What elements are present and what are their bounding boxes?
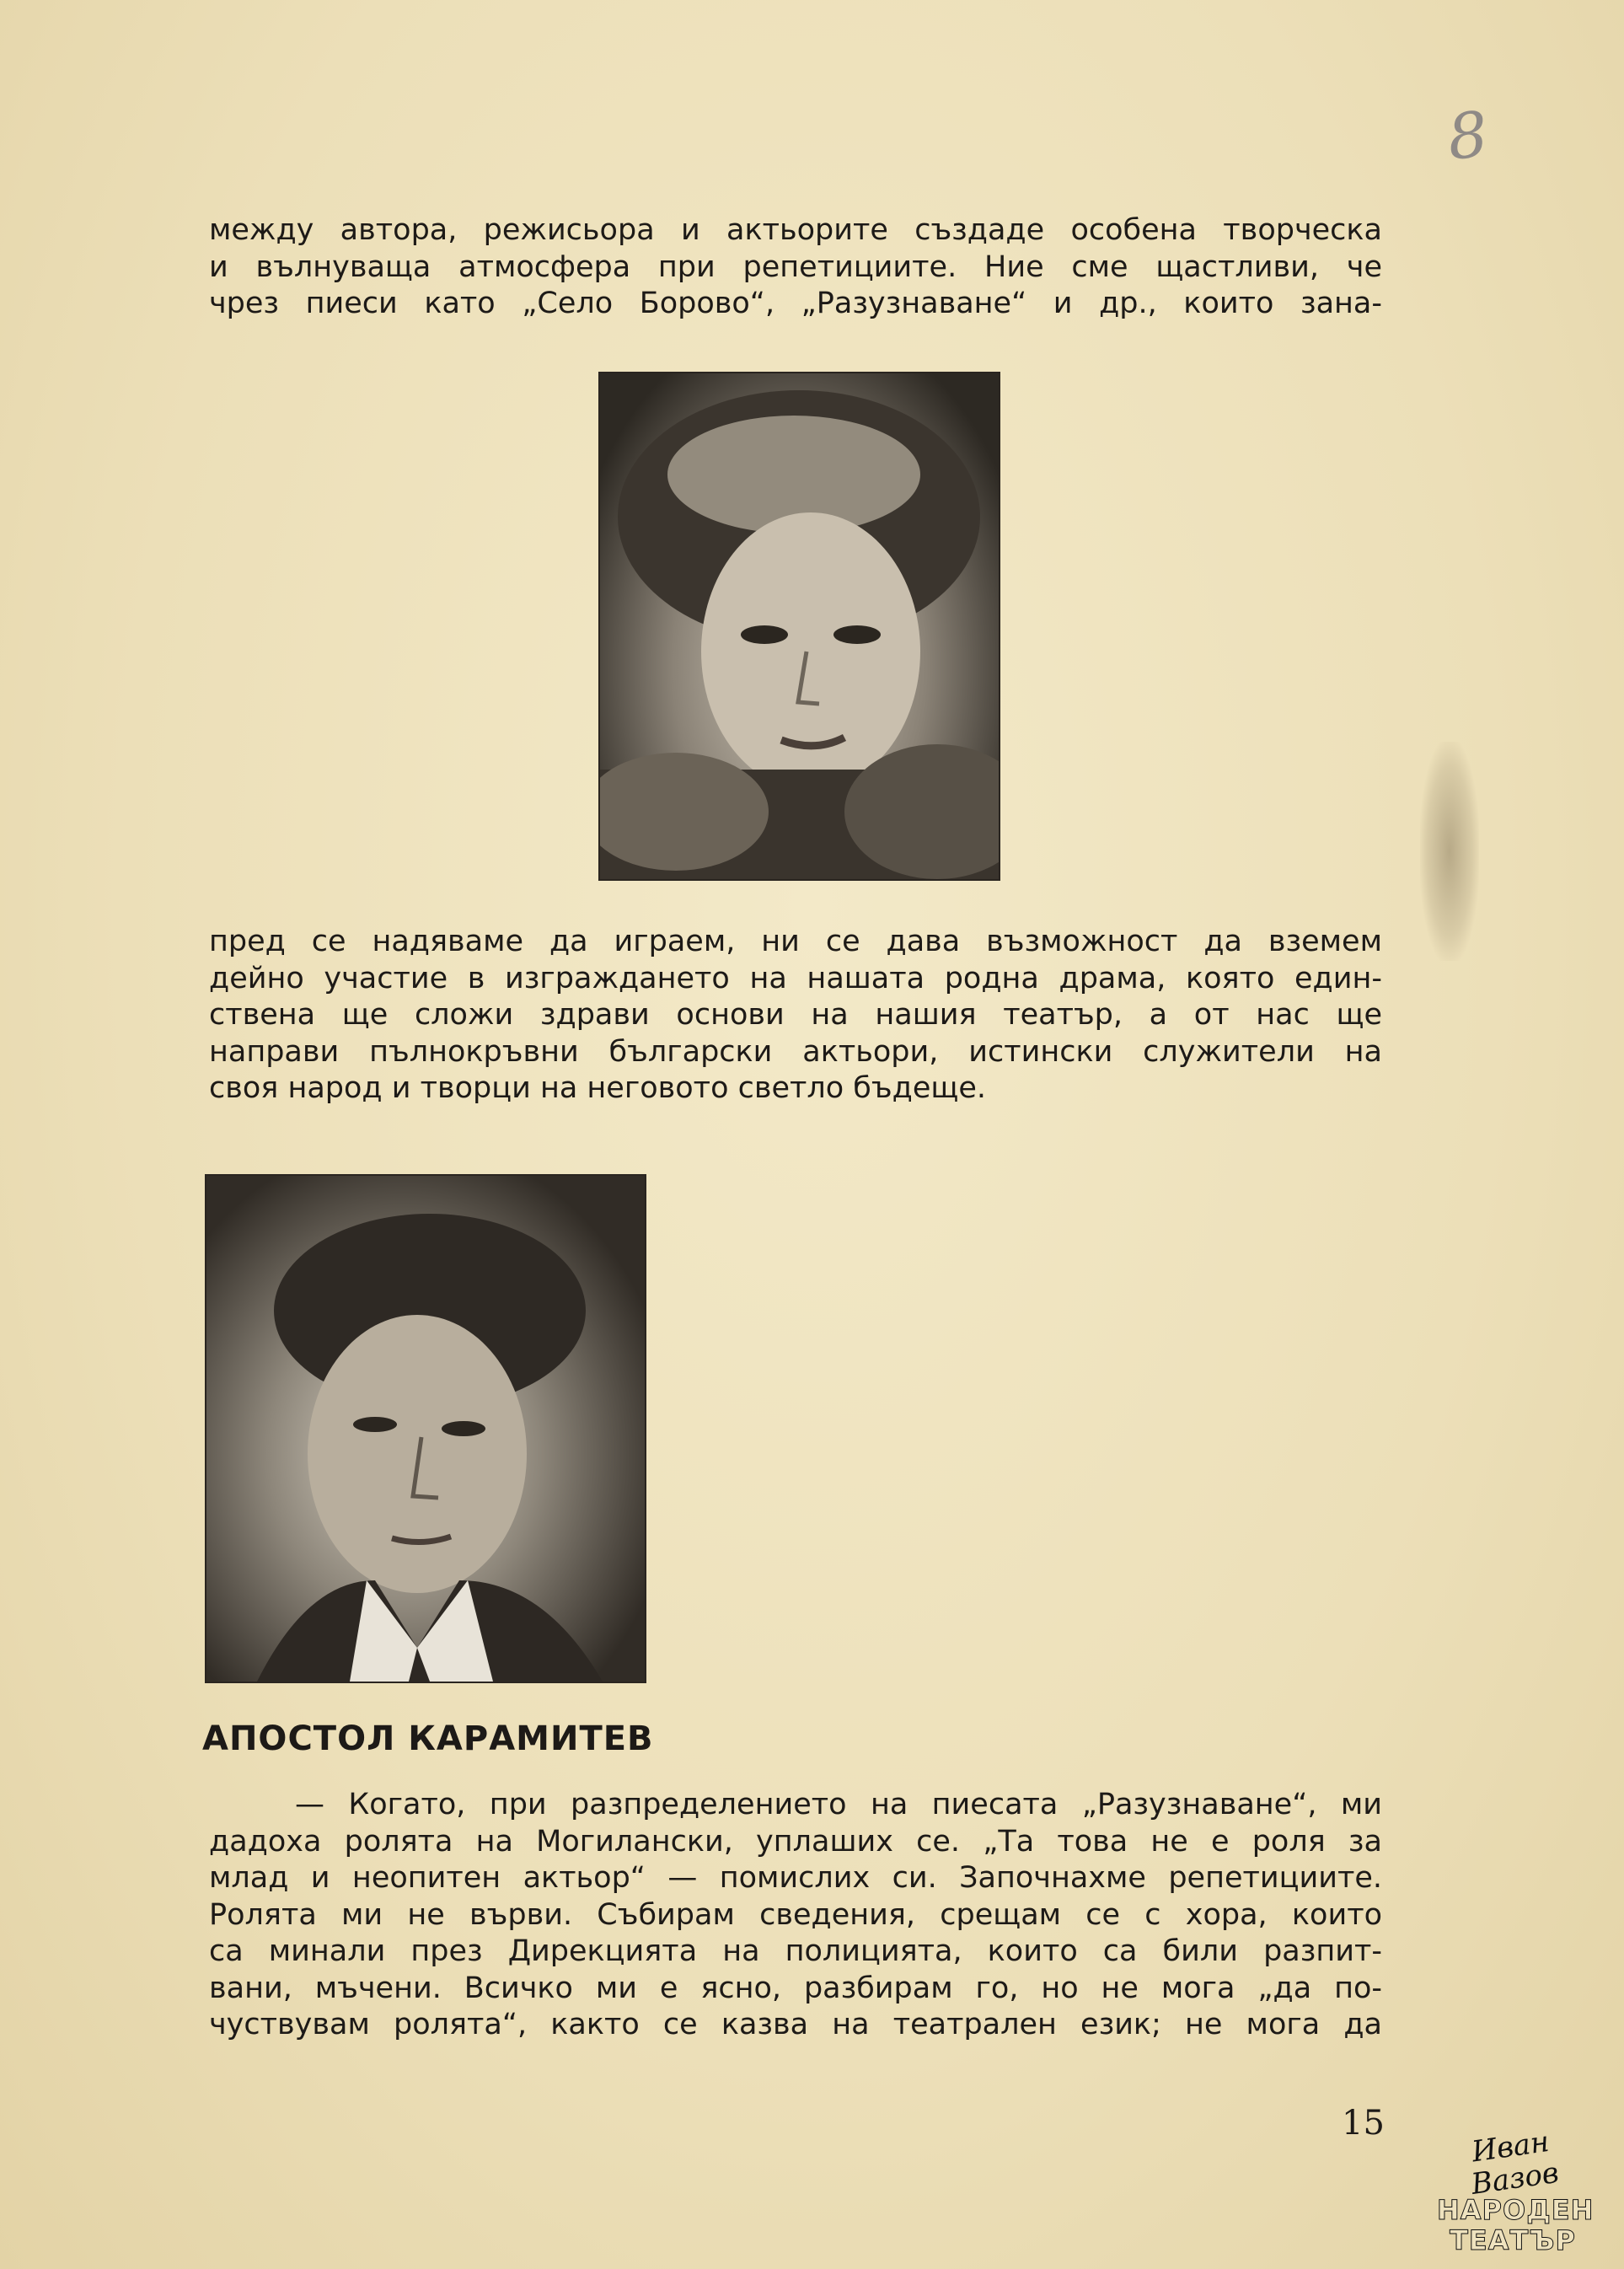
paragraph-middle	[209, 924, 1382, 1108]
text-line: ствена ще сложи здрави основи на нашия театър, а от нас ще	[209, 998, 1382, 1032]
text-line: — Когато, при разпределението на пиесата „Разузнаване“, ми	[295, 1788, 1382, 1821]
actor-name-heading: АПОСТОЛ КАРАМИТЕВ	[202, 1719, 654, 1758]
paragraph-bottom	[209, 1787, 1382, 2044]
text-line: между автора, режисьора и актьорите създаде особена творческа	[209, 213, 1382, 247]
text-line: дадоха ролята на Могилански, уплаших се. „Та това не е роля за	[209, 1824, 1382, 1859]
text-line: и вълнуваща атмосфера при репетициите. Ние сме щастливи, че	[209, 249, 1382, 284]
actress-portrait-photo	[598, 372, 1000, 881]
paragraph-top	[209, 212, 1382, 323]
text-line: млад и неопитен актьор“ — помислих си. Започнахме репетициите.	[209, 1861, 1382, 1895]
national-theatre-stamp	[1437, 2124, 1595, 2256]
text-line: вани, мъчени. Всичко ми е ясно, разбирам го, но не мога „да по-	[209, 1971, 1382, 2005]
actor-portrait-photo	[205, 1174, 646, 1683]
text-line: Ролята ми не върви. Събирам сведения, срещам се с хора, които	[209, 1897, 1382, 1932]
stamp-signature: Иван Вазов	[1469, 2124, 1561, 2202]
text-line: чуствувам ролята“, както се казва на театрален език; не мога да	[209, 2008, 1382, 2041]
actor-portrait-illustration	[206, 1176, 645, 1682]
text-line: своя народ и творци на неговото светло бъдеще.	[209, 1071, 986, 1105]
text-line: пред се надяваме да играем, ни се дава възможност да вземем	[209, 925, 1382, 958]
text-line: направи пълнокръвни български актьори, истински служители на	[209, 1034, 1382, 1069]
paper-stain	[1420, 742, 1479, 961]
text-line: са минали през Дирекцията на полицията, които са били разпит-	[209, 1934, 1382, 1968]
actress-portrait-illustration	[600, 373, 999, 879]
text-line: дейно участие в изграждането на нашата родна драма, която един-	[209, 961, 1382, 995]
handwritten-page-number: 8	[1444, 98, 1492, 174]
page-number: 15	[1342, 2104, 1385, 2143]
text-line: чрез пиеси като „Село Борово“, „Разузнаване“ и др., които зана-	[209, 287, 1382, 320]
stamp-line-1: НАРОДЕН	[1437, 2194, 1595, 2226]
stamp-line-2: ТЕАТЪР	[1450, 2224, 1576, 2256]
